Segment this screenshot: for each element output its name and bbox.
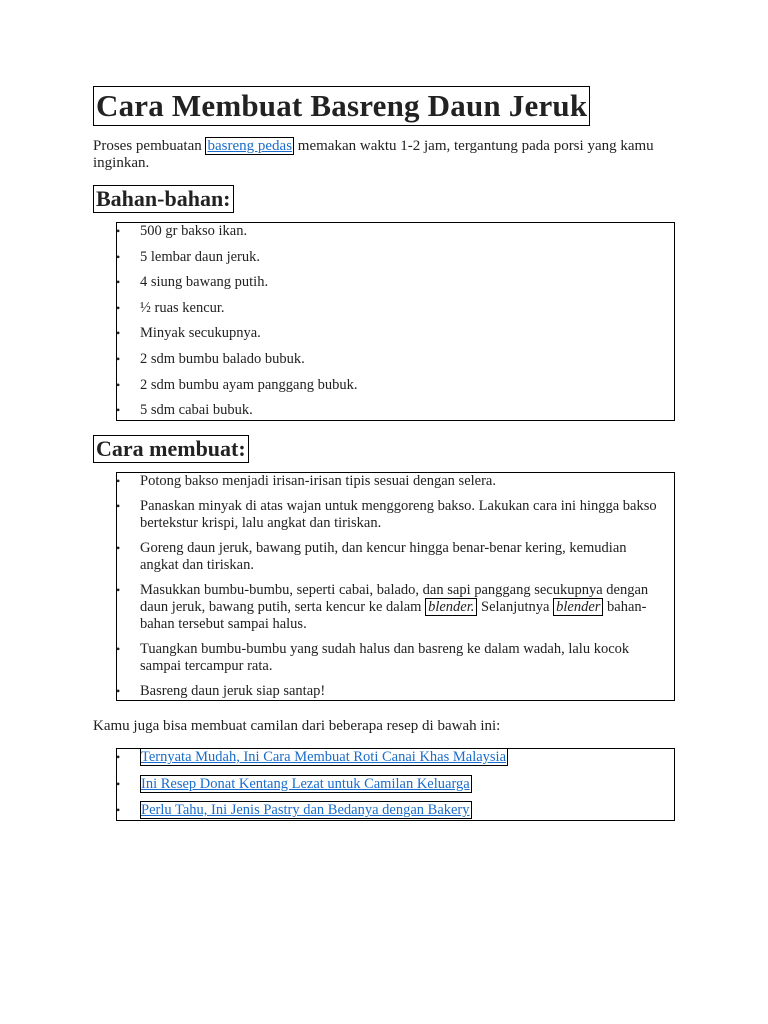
bahan-heading: Bahan-bahan: — [93, 185, 234, 213]
list-item: • 5 sdm cabai bubuk. — [117, 402, 666, 419]
step-text-before: Masukkan bumbu-bumbu, seperti cabai, balado, dan sapi panggang secukupnya dengan daun jeruk, bawang putih, serta kencur ke dalam — [140, 582, 649, 616]
list-item: • ½ ruas kencur. — [117, 300, 666, 317]
outro-paragraph: Kamu juga bisa membuat camilan dari beberapa resep di bawah ini: — [93, 718, 501, 735]
list-item — [117, 802, 666, 819]
intro-text-after: memakan waktu 1-2 jam, tergantung pada porsi yang kamu inginkan. — [93, 138, 654, 171]
cara-heading: Cara membuat: — [93, 435, 249, 463]
intro-paragraph — [93, 138, 677, 172]
bahan-list — [116, 222, 675, 421]
list-item: • Goreng daun jeruk, bawang putih, dan kencur hingga benar-benar kering, kemudian angkat dan tiriskan. — [117, 540, 666, 574]
list-item: • 500 gr bakso ikan. — [117, 223, 666, 240]
list-item: • 2 sdm bumbu ayam panggang bubuk. — [117, 377, 666, 394]
list-item — [117, 749, 666, 766]
list-item: • Minyak secukupnya. — [117, 325, 666, 342]
article — [93, 86, 677, 821]
list-item — [117, 582, 666, 633]
list-item: • 2 sdm bumbu balado bubuk. — [117, 351, 666, 368]
basreng-pedas-link[interactable]: basreng pedas — [207, 138, 293, 154]
related-links-list — [116, 748, 675, 821]
list-item: • Basreng daun jeruk siap santap! — [117, 683, 666, 700]
list-item — [117, 776, 666, 793]
step-text-middle: Selanjutnya — [477, 599, 554, 616]
list-item: • Tuangkan bumbu-bumbu yang sudah halus dan basreng ke dalam wadah, lalu kocok sampai tercampur rata. — [117, 641, 666, 675]
intro-text-before: Proses pembuatan — [93, 138, 206, 154]
blender-term: blender. — [425, 598, 477, 616]
list-item: • 5 lembar daun jeruk. — [117, 249, 666, 266]
step-text-after: bahan-bahan tersebut sampai halus. — [140, 599, 647, 633]
blender-term: blender — [553, 598, 603, 616]
related-link-pastry-bakery[interactable]: Perlu Tahu, Ini Jenis Pastry dan Bedanya dengan Bakery — [141, 802, 470, 819]
page-title: Cara Membuat Basreng Daun Jeruk — [93, 86, 590, 126]
cara-list — [116, 472, 675, 701]
list-item: • Potong bakso menjadi irisan-irisan tipis sesuai dengan selera. — [117, 473, 666, 490]
related-link-roti-canai[interactable]: Ternyata Mudah, Ini Cara Membuat Roti Canai Khas Malaysia — [141, 749, 507, 766]
list-item: • Panaskan minyak di atas wajan untuk menggoreng bakso. Lakukan cara ini hingga bakso bertekstur krispi, lalu angkat dan tiriskan. — [117, 498, 666, 532]
list-item: • 4 siung bawang putih. — [117, 274, 666, 291]
related-link-donat-kentang[interactable]: Ini Resep Donat Kentang Lezat untuk Camilan Keluarga — [141, 775, 470, 792]
